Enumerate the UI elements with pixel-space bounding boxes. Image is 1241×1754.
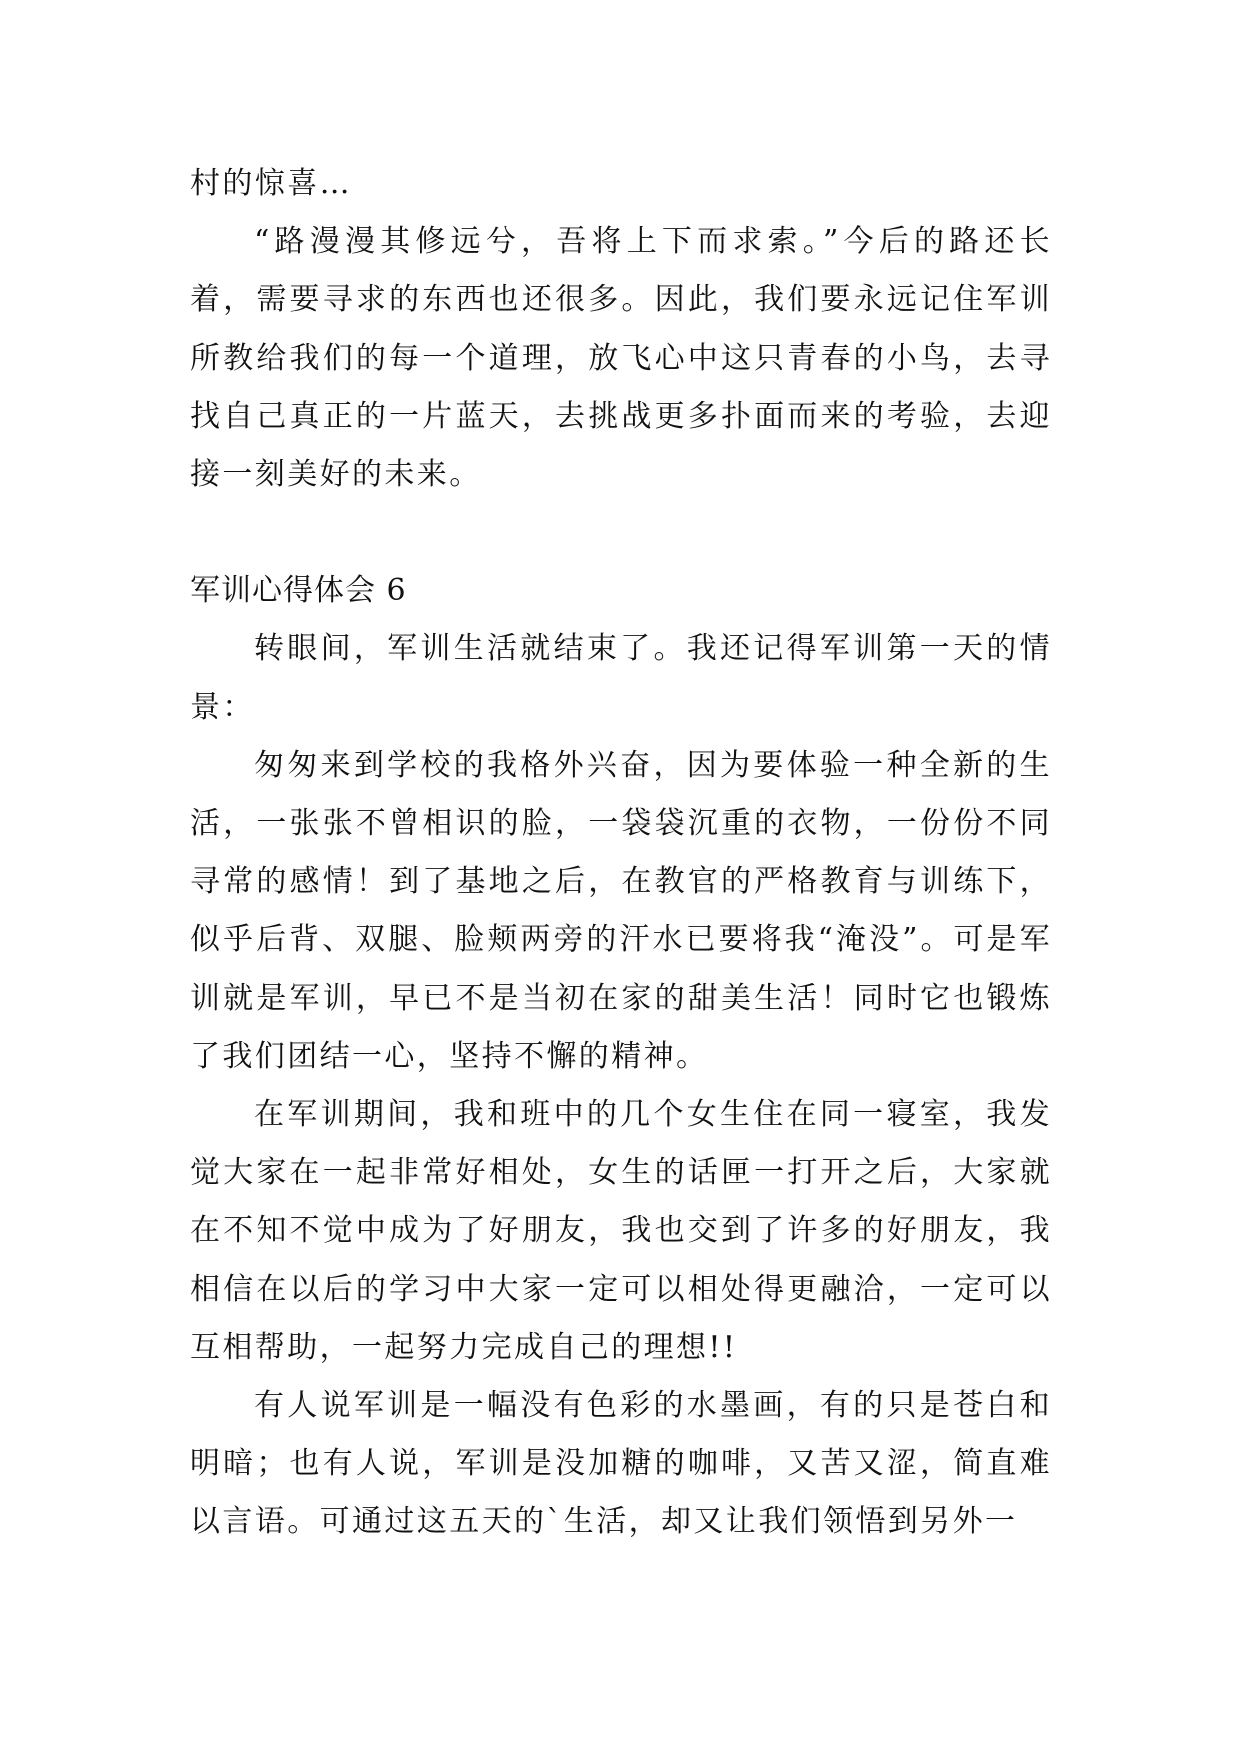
section-gap — [190, 504, 1052, 562]
paragraph-intro: 转眼间，军训生活就结束了。我还记得军训第一天的情景： — [190, 631, 1052, 725]
paragraph-closing-quote: “路漫漫其修远兮，吾将上下而求索。”今后的路还长着，需要寻求的东西也还很多。因此，我们要永远记住军训所教给我们的每一个道理，放飞心中这只青春的小鸟，去寻找自己真正的一片蓝天，去挑战更多扑面而来的考验，去迎接一刻美好的未来。 — [190, 224, 1052, 493]
paragraph-reflection: 有人说军训是一幅没有色彩的水墨画，有的只是苍白和明暗；也有人说，军训是没加糖的咖啡，又苦又涩，简直难以言语。可通过这五天的`生活，却又让我们领悟到另外一 — [190, 1388, 1052, 1540]
paragraph-arrival: 匆匆来到学校的我格外兴奋，因为要体验一种全新的生活，一张张不曾相识的脸，一袋袋沉重的衣物，一份份不同寻常的感情！到了基地之后，在教官的严格教育与训练下，似乎后背、双腿、脸颊两旁的汗水已要将我“淹没”。可是军训就是军训，早已不是当初在家的甜美生活！同时它也锻炼了我们团结一心，坚持不懈的精神。 — [190, 747, 1052, 1074]
continued-fragment: 村的惊喜… — [190, 166, 352, 201]
document-body — [190, 155, 1052, 1552]
section-heading: 军训心得体会 6 — [190, 573, 407, 609]
paragraph-dormitory: 在军训期间，我和班中的几个女生住在同一寝室，我发觉大家在一起非常好相处，女生的话匣一打开之后，大家就在不知不觉中成为了好朋友，我也交到了许多的好朋友，我相信在以后的学习中大家一定可以相处得更融洽，一定可以互相帮助，一起努力完成自己的理想!! — [190, 1097, 1052, 1365]
